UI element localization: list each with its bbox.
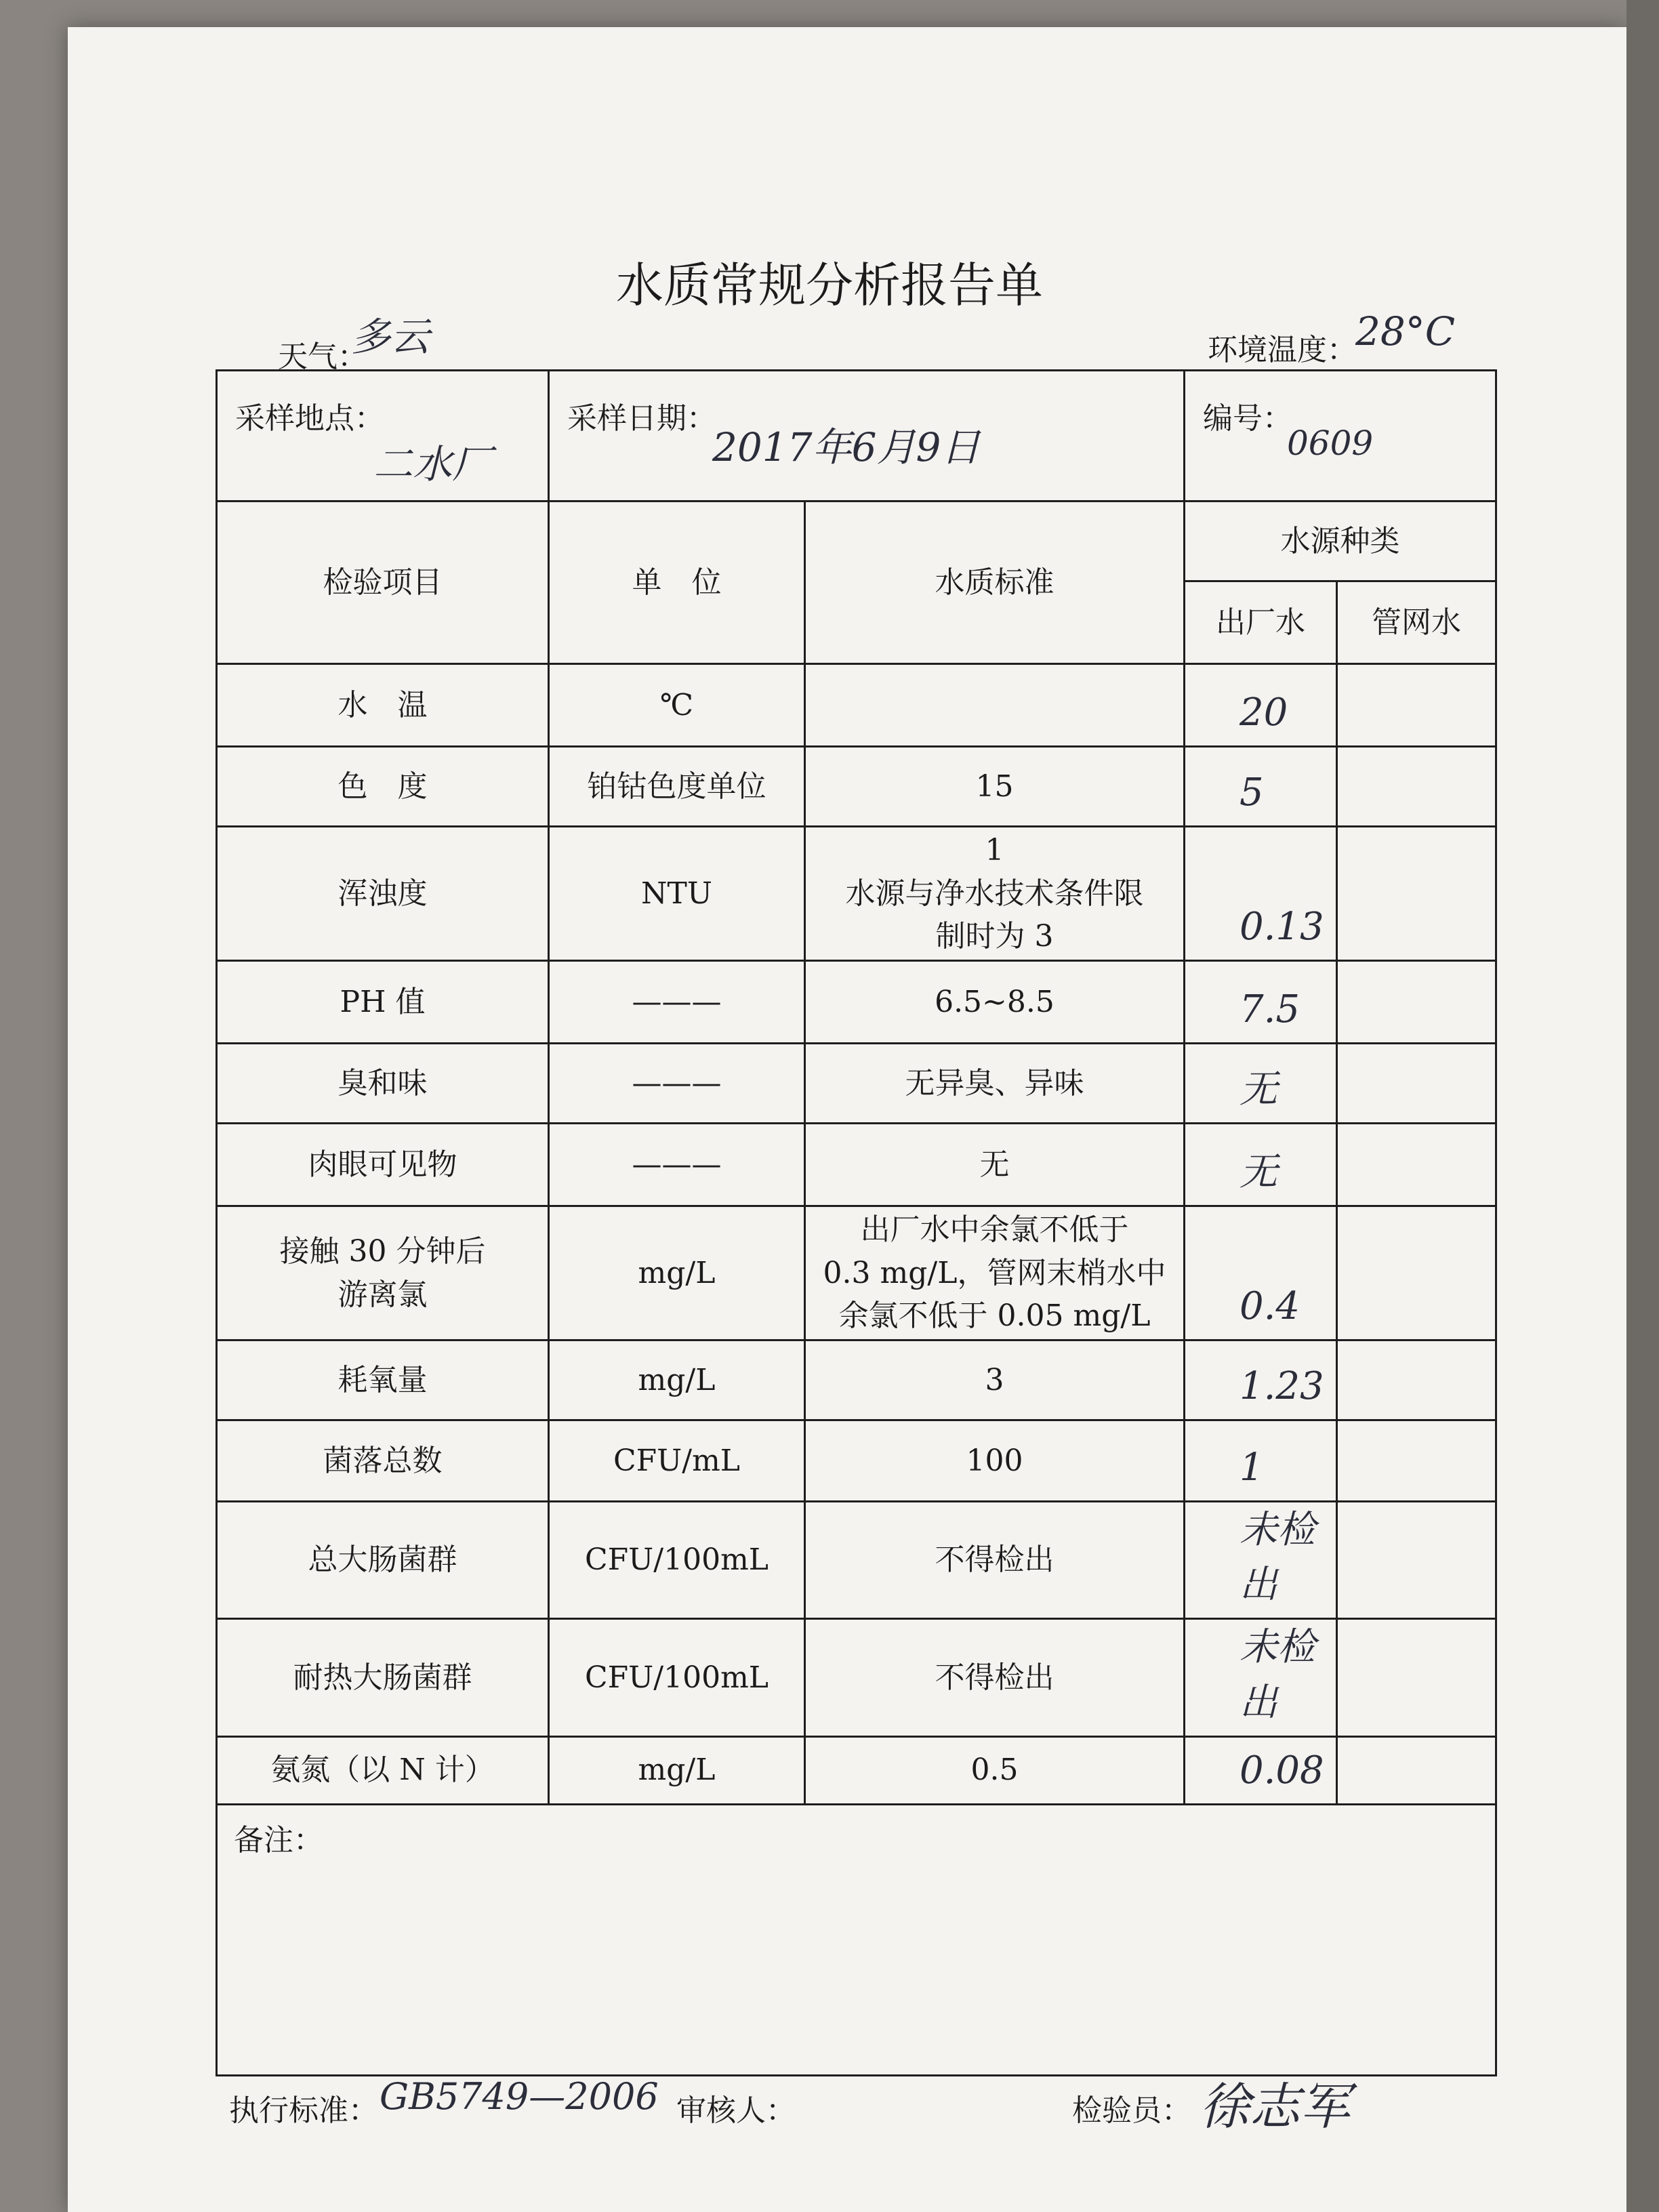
row-standard: 100 — [805, 1420, 1185, 1502]
row-standard: 1 水源与净水技术条件限 制时为 3 — [805, 827, 1185, 961]
sampling-location-label: 采样地点： — [235, 401, 384, 436]
row-network-value — [1337, 1420, 1496, 1502]
weather-value: 多云 — [351, 314, 430, 360]
table-row — [217, 664, 1496, 747]
sampling-date-value: 2017年6月9日 — [712, 424, 981, 470]
row-factory-value: 5 — [1185, 747, 1337, 827]
row-item: 浑浊度 — [217, 827, 549, 961]
row-network-value — [1337, 1619, 1496, 1736]
row-factory-value: 1.23 — [1185, 1340, 1337, 1420]
inspector-label: 检验员： — [1072, 2093, 1191, 2128]
row-unit: CFU/100mL — [549, 1619, 805, 1736]
notes-label: 备注： — [234, 1822, 323, 1858]
row-item: 水 温 — [217, 664, 549, 747]
row-item: PH 值 — [217, 961, 549, 1044]
row-item: 总大肠菌群 — [217, 1502, 549, 1619]
row-standard: 0.5 — [805, 1736, 1185, 1804]
notes-cell — [217, 1804, 1496, 2075]
serial-cell — [1185, 371, 1496, 501]
table-row — [217, 1124, 1496, 1206]
row-network-value — [1337, 1206, 1496, 1340]
row-unit: ——— — [549, 1124, 805, 1206]
row-item: 臭和味 — [217, 1044, 549, 1124]
sampling-date-label: 采样日期： — [567, 401, 716, 436]
table-row — [217, 1619, 1496, 1736]
table-row — [217, 1044, 1496, 1124]
sampling-date-cell — [549, 371, 1185, 501]
row-unit: CFU/mL — [549, 1420, 805, 1502]
row-standard: 6.5~8.5 — [805, 961, 1185, 1044]
row-network-value — [1337, 747, 1496, 827]
info-row — [217, 371, 1496, 501]
row-standard: 无 — [805, 1124, 1185, 1206]
table-row — [217, 1420, 1496, 1502]
row-factory-value: 1 — [1185, 1420, 1337, 1502]
standard-value: GB5749—2006 — [380, 2075, 659, 2118]
row-network-value — [1337, 664, 1496, 747]
row-item: 耐热大肠菌群 — [217, 1619, 549, 1736]
row-item: 肉眼可见物 — [217, 1124, 549, 1206]
row-unit: ——— — [549, 961, 805, 1044]
sampling-location-cell — [217, 371, 549, 501]
row-network-value — [1337, 1340, 1496, 1420]
header-unit: 单 位 — [549, 501, 805, 664]
row-standard: 15 — [805, 747, 1185, 827]
table-row — [217, 1340, 1496, 1420]
header-row-1 — [217, 501, 1496, 581]
row-factory-value: 0.08 — [1185, 1736, 1337, 1804]
serial-label: 编号： — [1203, 401, 1292, 436]
header-network: 管网水 — [1337, 581, 1496, 664]
row-standard: 无异臭、异味 — [805, 1044, 1185, 1124]
row-network-value — [1337, 1044, 1496, 1124]
header-item: 检验项目 — [217, 501, 549, 664]
row-network-value — [1337, 827, 1496, 961]
report-title: 水质常规分析报告单 — [616, 258, 1043, 313]
row-unit: mg/L — [549, 1736, 805, 1804]
row-standard: 3 — [805, 1340, 1185, 1420]
row-unit: mg/L — [549, 1206, 805, 1340]
row-unit: ——— — [549, 1044, 805, 1124]
table-row — [217, 1502, 1496, 1619]
row-network-value — [1337, 1124, 1496, 1206]
report-table — [216, 369, 1497, 2076]
row-item: 色 度 — [217, 747, 549, 827]
row-factory-value: 0.13 — [1185, 827, 1337, 961]
row-factory-value: 无 — [1185, 1124, 1337, 1206]
row-standard — [805, 664, 1185, 747]
env-temp-value: 28°C — [1355, 308, 1456, 354]
row-item: 氨氮（以 N 计） — [217, 1736, 549, 1804]
standard-label: 执行标准： — [229, 2093, 378, 2128]
row-network-value — [1337, 1502, 1496, 1619]
sampling-location-value: 二水厂 — [373, 441, 492, 487]
table-row — [217, 1206, 1496, 1340]
table-row — [217, 961, 1496, 1044]
row-standard: 出厂水中余氯不低于 0.3 mg/L，管网末梢水中 余氯不低于 0.05 mg/L — [805, 1206, 1185, 1340]
background-edge — [1626, 0, 1659, 2212]
row-unit: ℃ — [549, 664, 805, 747]
row-factory-value: 未检出 — [1185, 1502, 1337, 1619]
table-row — [217, 827, 1496, 961]
row-network-value — [1337, 961, 1496, 1044]
weather-label: 天气： — [278, 340, 367, 374]
table-row — [217, 747, 1496, 827]
row-unit: CFU/100mL — [549, 1502, 805, 1619]
row-factory-value: 20 — [1185, 664, 1337, 747]
row-factory-value: 0.4 — [1185, 1206, 1337, 1340]
row-network-value — [1337, 1736, 1496, 1804]
env-temp-label: 环境温度： — [1208, 333, 1357, 367]
row-item: 耗氧量 — [217, 1340, 549, 1420]
row-unit: mg/L — [549, 1340, 805, 1420]
row-factory-value: 未检出 — [1185, 1619, 1337, 1736]
row-factory-value: 7.5 — [1185, 961, 1337, 1044]
inspector-signature: 徐志军 — [1200, 2078, 1350, 2136]
row-item: 接触 30 分钟后 游离氯 — [217, 1206, 549, 1340]
reviewer-label: 审核人： — [676, 2093, 796, 2128]
row-standard: 不得检出 — [805, 1502, 1185, 1619]
row-factory-value: 无 — [1185, 1044, 1337, 1124]
row-item: 菌落总数 — [217, 1420, 549, 1502]
table-row — [217, 1736, 1496, 1804]
header-factory: 出厂水 — [1185, 581, 1337, 664]
header-standard: 水质标准 — [805, 501, 1185, 664]
row-standard: 不得检出 — [805, 1619, 1185, 1736]
notes-row — [217, 1804, 1496, 2075]
header-source: 水源种类 — [1185, 501, 1496, 581]
row-unit: 铂钴色度单位 — [549, 747, 805, 827]
row-unit: NTU — [549, 827, 805, 961]
serial-value: 0609 — [1287, 424, 1374, 463]
